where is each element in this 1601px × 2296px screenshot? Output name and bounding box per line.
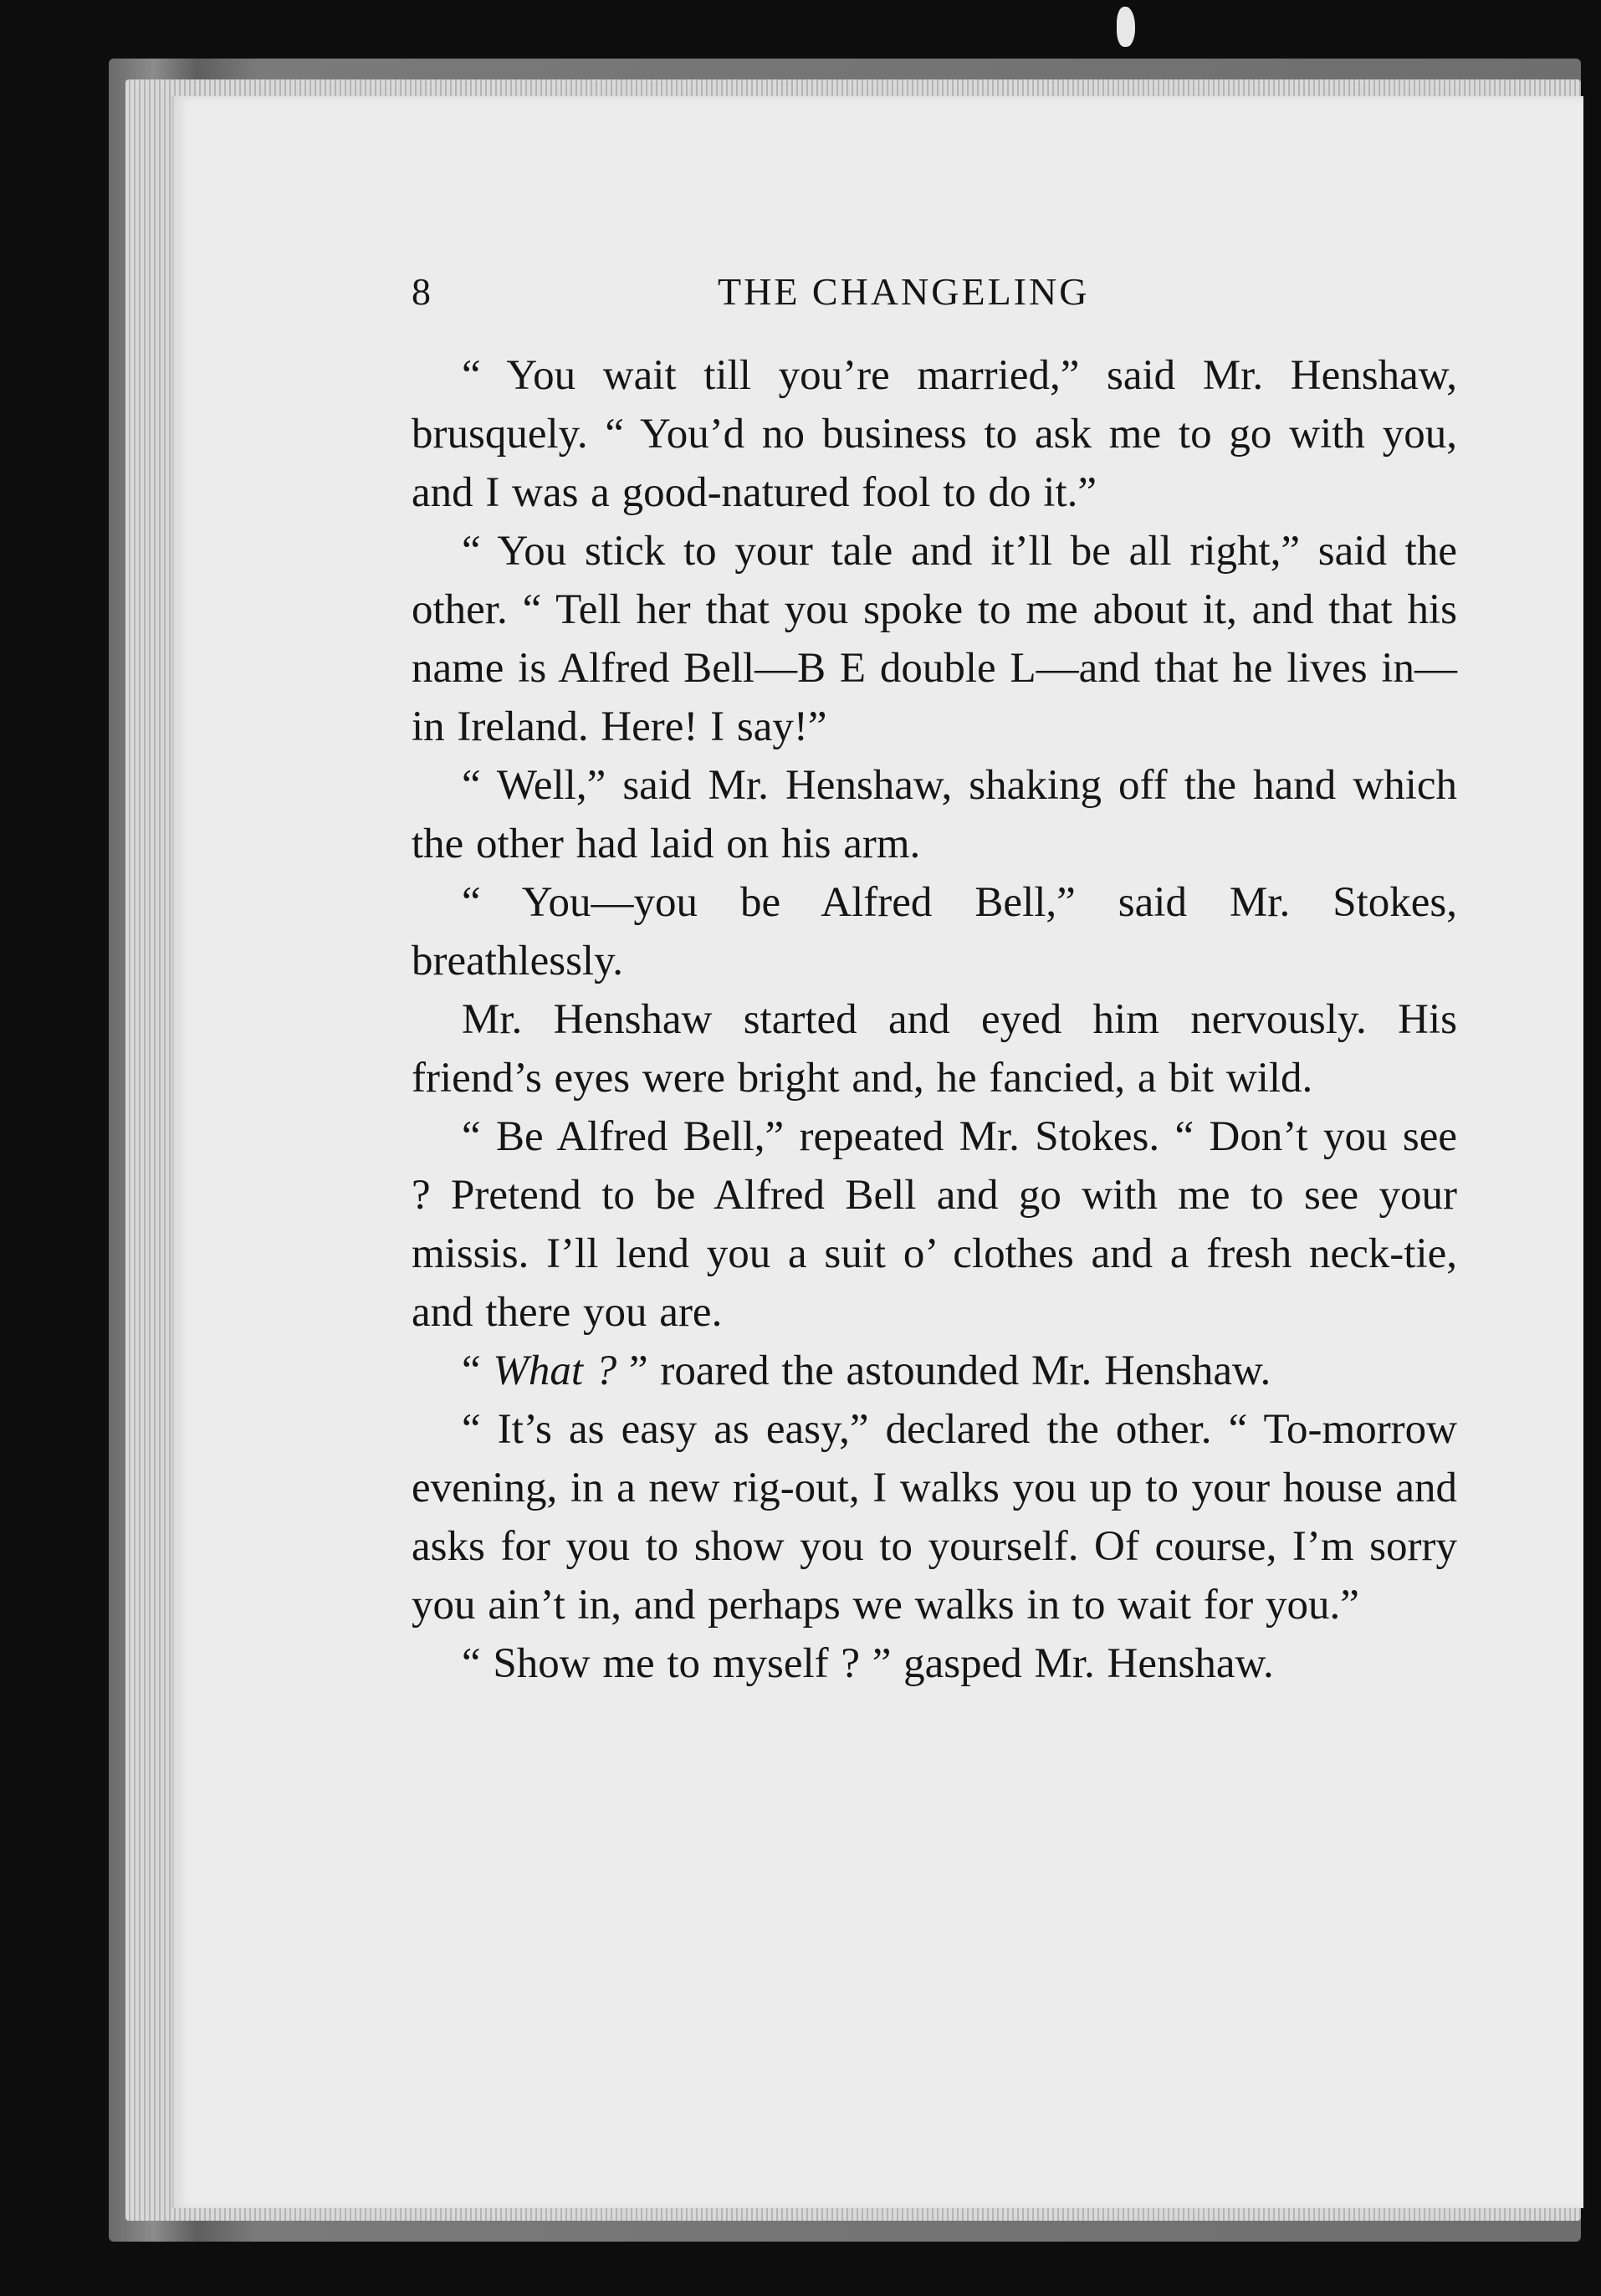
running-title: THE CHANGELING [718, 270, 1090, 313]
page-header [412, 269, 1164, 320]
paragraph [412, 1342, 1457, 1400]
paragraph: Mr. Henshaw started and eyed him nervously. His friend’s eyes were bright and, he fancied, a bit wild. [412, 996, 1457, 1102]
paragraph: “ It’s as easy as easy,” declared the other. “ To-morrow evening, in a new rig-out, I walks you up to your house and asks for you to show you to yourself. Of course, I’m sorry you ain’t in, and perhaps we walks in to wait for you.” [412, 1406, 1457, 1629]
paragraph: “ You wait till you’re married,” said Mr. Henshaw, brusquely. “ You’d no business to ask me to go with you, and I was a good-natured fool to do it.” [412, 352, 1457, 516]
paragraph: “ Well,” said Mr. Henshaw, shaking off the hand which the other had laid on his arm. [412, 762, 1457, 867]
paragraph: “ You stick to your tale and it’ll be all right,” said the other. “ Tell her that you spoke to me about it, and that his name is Alfred Bell—B E double L—and that he lives in—in Ireland. Here! I say!” [412, 528, 1457, 750]
italic-exclamation: What ? [493, 1347, 617, 1394]
paragraph: “ Be Alfred Bell,” repeated Mr. Stokes. “ Don’t you see ? Pretend to be Alfred Bell and go with me to see your missis. I’ll lend you a suit o’ clothes and a fresh neck-tie, and there you are. [412, 1113, 1457, 1336]
scan-smudge [1117, 7, 1135, 47]
body-text [412, 346, 1457, 1693]
open-quote: “ [462, 1347, 494, 1394]
page-number: 8 [412, 270, 431, 313]
paragraph: “ You—you be Alfred Bell,” said Mr. Stokes, breathlessly. [412, 879, 1457, 984]
paragraph: “ Show me to myself ? ” gasped Mr. Henshaw. [462, 1640, 1274, 1687]
paragraph-rest: ” roared the astounded Mr. Henshaw. [616, 1347, 1271, 1394]
